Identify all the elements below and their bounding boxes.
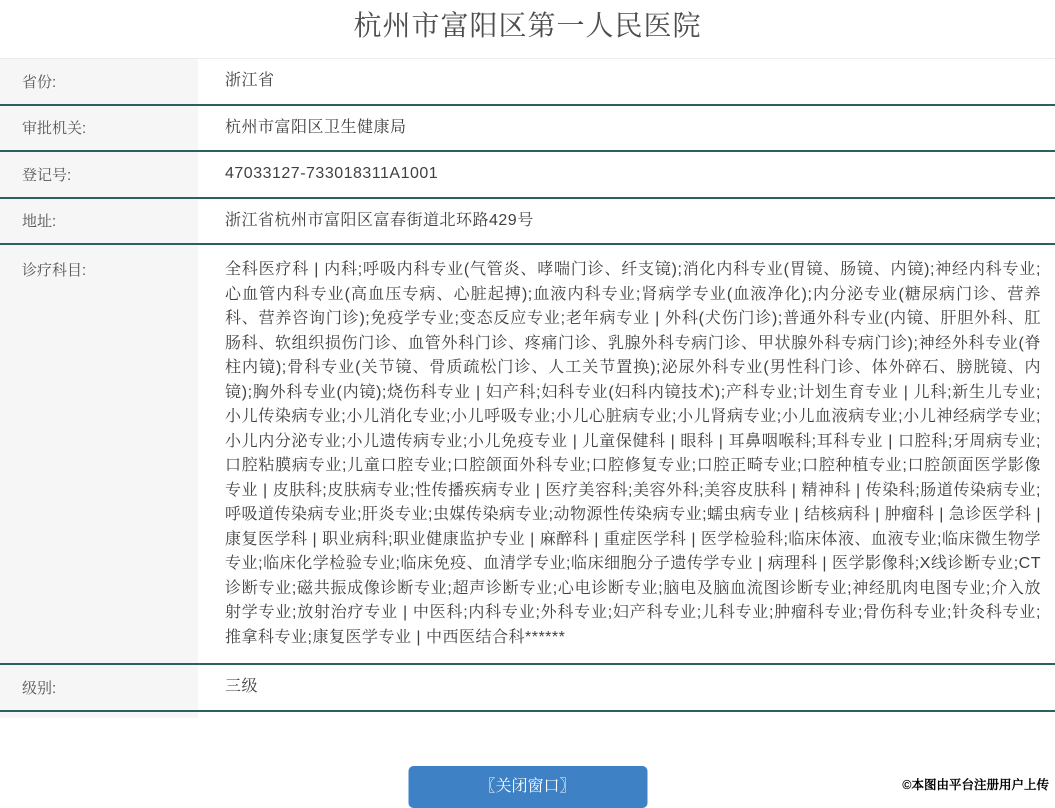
address-value: 浙江省杭州市富阳区富春街道北环路429号 [225, 211, 534, 229]
approval-authority-label: 审批机关: [0, 106, 198, 151]
level-value: 三级 [225, 678, 259, 695]
label-column-stub [0, 712, 198, 718]
info-row-level [0, 665, 1055, 712]
province-value: 浙江省 [225, 72, 275, 89]
info-row-medical-departments [0, 245, 1055, 665]
approval-authority-value: 杭州市富阳区卫生健康局 [225, 118, 407, 136]
registration-number-value: 47033127-733018311A1001 [225, 165, 439, 182]
info-row-approval-authority [0, 106, 1055, 153]
address-label: 地址: [0, 199, 198, 244]
level-label: 级别: [0, 665, 198, 710]
hospital-info-table [0, 58, 1055, 718]
medical-departments-value: 全科医疗科 | 内科;呼吸内科专业(气管炎、哮喘门诊、纤支镜);消化内科专业(胃镜、肠镜、内镜);神经内科专业;心血管内科专业(高血压专病、心脏起搏);血液内科专业;肾病学专业(血液净化);内分泌专业(糖尿病门诊、营养科、营养咨询门诊);免疫学专业;变态反应专业;老年病专业 | 外科(犬伤门诊);普通外科专业(内镜、肝胆外科、肛肠科、软组织损伤门诊、血管外科门诊、疼痛门诊、乳腺外科专病门诊、甲状腺外科专病门诊);神经外科专业(脊柱内镜);骨科专业(关节镜、骨质疏松门诊、人工关节置换);泌尿外科专业(男性科门诊、体外碎石、膀胱镜、内镜);胸外科专业(内镜);烧伤科专业 | 妇产科;妇科专业(妇科内镜技术);产科专业;计划生育专业 | 儿科;新生儿专业;小儿传染病专业;小儿消化专业;小儿呼吸专业;小儿心脏病专业;小儿肾病专业;小儿血液病专业;小儿神经病学专业;小儿内分泌专业;小儿遗传病专业;小儿免疫专业 | 儿童保健科 | 眼科 | 耳鼻咽喉科;耳科专业 | 口腔科;牙周病专业;口腔粘膜病专业;儿童口腔专业;口腔颌面外科专业;口腔修复专业;口腔正畸专业;口腔种植专业;口腔颌面医学影像专业 | 皮肤科;皮肤病专业;性传播疾病专业 | 医疗美容科;美容外科;美容皮肤科 | 精神科 | 传染科;肠道传染病专业;呼吸道传染病专业;肝炎专业;虫媒传染病专业;动物源性传染病专业;蠕虫病专业 | 结核病科 | 肿瘤科 | 急诊医学科 | 康复医学科 | 职业病科;职业健康监护专业 | 麻醉科 | 重症医学科 | 医学检验科;临床体液、血液专业;临床微生物学专业;临床化学检验专业;临床免疫、血清学专业;临床细胞分子遗传学专业 | 病理科 | 医学影像科;X线诊断专业;CT诊断专业;磁共振成像诊断专业;超声诊断专业;心电诊断专业;脑电及脑血流图诊断专业;神经肌肉电图专业;介入放射学专业;放射治疗专业 | 中医科;内科专业;外科专业;妇产科专业;儿科专业;肿瘤科专业;骨伤科专业;针灸科专业;推拿科专业;康复医学专业 | 中西医结合科****** [225, 261, 1041, 646]
info-row-province [0, 59, 1055, 106]
registration-number-label: 登记号: [0, 152, 198, 197]
info-row-address [0, 199, 1055, 246]
medical-departments-label: 诊疗科目: [0, 245, 198, 663]
page-title: 杭州市富阳区第一人民医院 [353, 10, 702, 41]
copyright-watermark: ©本图由平台注册用户上传 [902, 778, 1049, 792]
province-label: 省份: [0, 59, 198, 104]
close-window-button[interactable]: 〖关闭窗口〗 [408, 766, 647, 808]
info-row-registration-number [0, 152, 1055, 199]
